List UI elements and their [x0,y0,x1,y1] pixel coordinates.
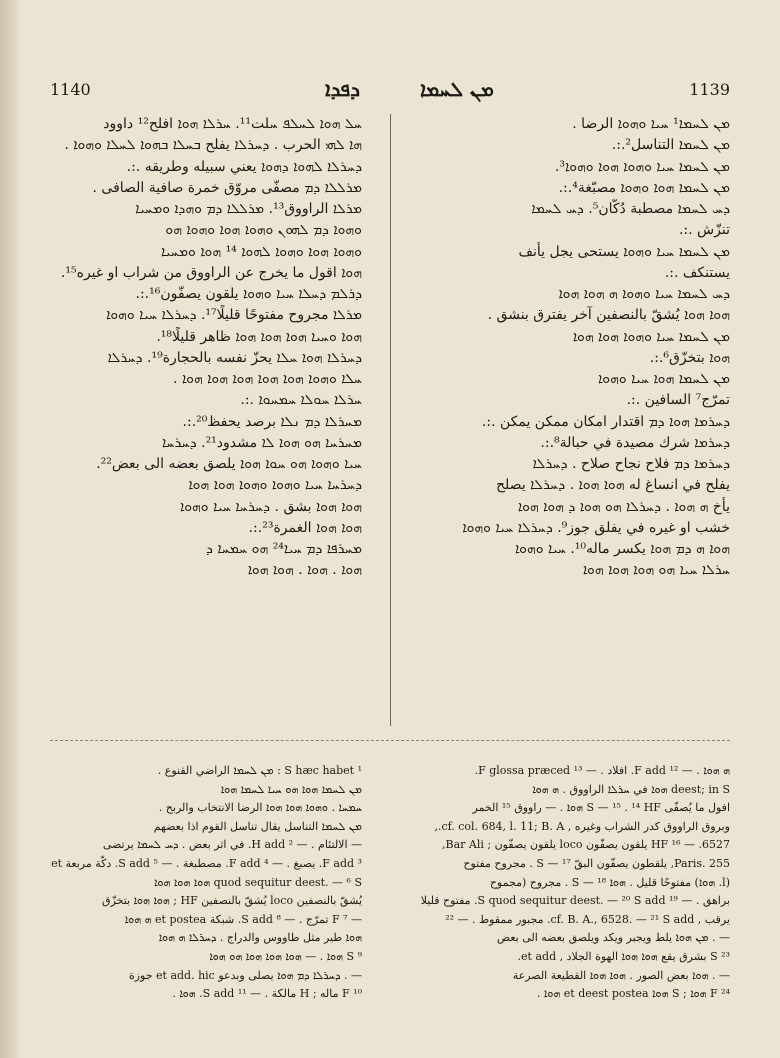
footnote-line: يُشقّ بالنصفين loco يُشقّ بالنصفين HF ; ܗܘܐ ܗܘܐ بتخزّق [102,894,362,908]
text-line: ܚܠ ܗܘܐ ܠܚܠܦ ܚلت¹¹. ܚܪܠܐ ܗܘܐ افلح¹² داوود [103,116,362,132]
text-line: خشب او غيره في يفلق جوز⁹. ܕܚܪܠܐ ܚܝܐ ܘܗܘܐ [462,519,730,536]
text-line: تنزّش .:. [678,222,730,239]
right-running-title: ܡܢ ܠܚܡܐ [420,77,494,101]
footnote-line: ²⁴ F ܗܘܐ ; S ܗܘܐ et deest postea ܗܘܐ . [536,987,730,1001]
text-line: ܗܐ ܠܗܝ الحرب . ܕܚܪܠܐ يفلح ܒܚܠܐ ܒܗܘܐ ܠܚܠܐ ܘܗܘܐ . [64,137,362,154]
text-line: تمرّج⁷ السافين .:. [626,392,730,409]
text-line: ܡܢ ܠܚܡܐ ܗܘܐ ܘܗܘܐ مصبّغة⁴.:. [558,179,730,196]
footnote-line: deest; in S ܗܘܐ في ܚܪܠܐ الراووق . ܗ ܗܘܐ [532,782,730,796]
text-line: ܘܗܘܐ ܕܡ ܠܗܘܢ ܘܗܘܐ ܗܘܐ ܘܗܘܐ ܗܘ [165,222,362,239]
footnote-line: ܗܘܐ طير مثل طاووس والدراج . ܕܚܪܠܐ ܗ ܗܘܐ [158,931,362,945]
footnote-line: ¹ S hæc habet : ܡܢ ܠܚܡܐ الراضي القنوع . [157,764,362,777]
text-line: يفلح في انساغ له ܗܘܐ ܗܘܐ . ܕܚܪܠܐ يصلح [496,477,730,494]
text-line: ܚܝܐ ܘܗܘܐ ܗܘ ܚܘܐ ܗܘܐ يلصق بعضه الى بعض²². [96,456,362,472]
footnote-line: ⁹ S ܗܘܐ . — ܗܘܐ ܗܘܐ ܗܘܐ ܗܘ ܗܘܐ [209,949,362,963]
footnote-line: افول ما يُصفّى S — ¹⁵ . ¹⁴ HF ܗܘܐ . — راووق ¹⁵ الخمر [472,801,730,815]
footnote-line: يرقب , cf. B. A., 6528. — ²¹ S add. مجبور ممقوط . — ²² [445,912,730,926]
text-line: ܕܚܪܠܐ ܗܘܐ ܚܠܐ يحزّ نفسه بالحجارة¹⁹. ܕܚܪܠܐ [107,349,362,366]
footnote-line: ܚܡܚܐ . ܘܗܘܐ ܗܘܐ ܗܘܐ الرضا الانتخاب والربح . [158,801,362,815]
text-line: ܡܚܪܦܐ ܕܡ ܚܝܐ²⁴ ܗܘ ܚܡܚܐ ܕ [206,541,362,557]
text-line: ܡܢ ܠܚܡܐ ܚܝܐ ܘܗܘܐ ܗܘܐ ܗܘܐ [572,328,730,345]
text-line: يأخ ܗ ܗܘܐ . ܕܚܪܠܐ ܗܘ ܗܘܐ ܕ ܗܘܐ ܗܘܐ [517,498,730,515]
footnote-line: 6527. — ¹⁶ HF يلقون يصفّون loco يلقون يصفّون ; Bar Ali, [442,838,730,852]
footnote-line: — . ܕܚܪܠܐ ܕܡ ܗܘܐ يصلى وبدعو et add. hic جوزة [128,968,362,982]
text-line: ܡܪܠܠܐ ܕܡ مصفّى مروّق خمرة صافية الصافى . [92,179,362,196]
footnote-separator [50,740,730,741]
column-divider [390,114,391,726]
text-line: ܡܚܪܠܐ ܕܡ ܢܠܐ برصد يحفظ²⁰.:. [182,413,362,430]
footnote-line: ²³ S بشرق يقع ܗܘܐ ܗܘܐ الهوة الجلاد , et add. [517,949,730,963]
right-text-column [418,114,730,726]
footnote-line: وبروق الراووق كدر الشراب وغيره , cf. col. 684, l. 11; B. A., [434,819,730,833]
text-line: ܡܢ ܠܚܡܐ ܚܝܐ ܘܗܘܐ ܗܘܐ ܘܗܘܐ³. [554,158,730,175]
text-line: يستنكف .:. [664,264,730,281]
footnote-line: quod sequitur deest. — ⁶ S ܗܘܐ ܗܘܐ ܗܘܐ [154,875,362,889]
footnote-line: — ⁷ F تمرّج . — ⁸ S add. شبكة et postea ܗ ܗܘܐ [124,912,362,926]
text-line: ܡܪܠܐ مجروح مفتوحًا قليلًا¹⁷. ܕܚܪܠܐ ܚܝܐ ܘܗܘܐ [106,307,362,324]
text-line: ܕܚ ܠܚܡܐ ܚܝܐ ܘܗܘܐ ܗ ܗܘܐ ܗܘܐ [558,286,730,302]
text-line: ܡܚܪܚܐ ܗܘ ܗܘܐ ܠܐ مشدود²¹. ܕܚܪܚܐ [161,434,362,451]
text-line: ܡܢ ܠܚܡܐ¹ ܚܝܐ ܘܗܘܐ الرضا . [572,116,730,132]
left-footnotes [50,762,362,1052]
footnote-line: ¹⁰ F ماله ; H مالكة . — ¹¹ S add. ܗܘܐ . [172,987,362,1001]
footnote-line: Paris. 255, يلقطون يصفّون البقّ S — ¹⁷ . مجروح مفتوح [463,856,730,870]
footnote-line: ³ F add. يصبغ . — ⁴ F add. مصطبغة . — ⁵ S add. دكّة مربعة et [51,856,362,870]
text-line: ܚܪܠܐ ܚܘܠܐ ܚܡܚܘܐ .:. [240,392,362,409]
text-line: ܗܘܐ ܗܘܐ بشق . ܕܚܪܚܐ ܚܝܐ ܘܗܘܐ [180,498,362,515]
book-gutter-shadow [0,0,22,1058]
text-line: ܡܢ ܠܚܡܐ ܗܘܐ ܚܝܐ ܘܗܘܐ [598,371,730,387]
left-text-column [50,114,362,726]
text-line: ܕܚܪܚܐ ܚܝܐ ܘܗܘܐ ܘܗܘܐ ܗܘܐ ܗܘܐ [188,477,362,494]
text-line: ܗܘܐ ܗܘܐ الغمرة²³.:. [248,519,362,536]
text-line: ܗܘܐ ܗ ܕܡ ܗܘܐ يكسر ماله¹⁰. ܚܝܐ ܘܗܘܐ [514,541,730,557]
text-line: ܕܚ ܠܚܡܐ مصطبة دُكّان⁵. ܕܚ ܠܚܡܐ [531,201,730,217]
text-line: ܕܪܠܡ ܕܚܠܐ ܚܝܐ ܘܗܘܐ يلقون يصفّون¹⁶.:. [135,286,362,302]
text-line: ܗܘܐ . ܗܘܐ . ܗܘܐ ܗܘܐ [247,562,362,579]
text-line: ܕܚܪܡܐ ܗܘܐ ܕܡ اقتدار امكان ممكن يمكن .:. [481,413,730,430]
text-line: ܗܘܐ ܘܚܝܐ ܗܘܐ ܗܘܐ ܗܘܐ ظاهر قليلًا¹⁸. [156,328,362,345]
book-page-spread [50,72,730,1032]
footnote-line: ܡܢ ܠܚܡܐ ܗܘܐ ܗܘ ܚܝܐ ܠܚܡܐ ܗܘܐ [220,782,362,796]
text-line: ܕܚܪܡܐ ܕܡ فلاح نجاح صلاح . ܕܚܪܠܐ [532,456,730,472]
text-line: ܚܪܠܐ ܚܝܐ ܗܘ ܗܘܐ ܗܘܐ ܗܘܐ [582,562,730,579]
right-page-header [420,72,730,106]
text-line: ܕܚܪܠܐ ܠܗܘܐ ܕܗܘܐ يعني سبيله وطريقه .:. [126,158,362,175]
footnote-line: — . ܡܢ ܗܘܐ يلط ويجبر ويكد ويلصق بعضه الى بعض [496,931,730,945]
left-running-title: ܕܦܕܐ [325,77,360,101]
text-line: ܚܠܐ ܘܗܘܐ ܗܘܐ ܗܘܐ ܗܘܐ ܗܘܐ ܗܘܐ . [173,371,362,387]
left-page-number: 1140 [50,79,91,99]
footnote-line: ܡܢ ܠܚܡܐ التناسل يقال تناسل القوم اذا بعضهم [153,819,362,833]
left-page-header [50,72,360,106]
text-line: ܗܘܐ ܗܘܐ يُشقّ بالنصفين آخر يفترق بنشق . [487,307,730,324]
footnote-line: — الالتئام . — ² H add. في اثر بعض . ܕܚ ܠܚܡܐ يرتضى [102,838,362,852]
text-line: ܡܢ ܠܚܡܐ ܚܝܐ ܘܗܘܐ يستحى يجل يأنف [518,243,730,260]
footnote-line: ܗ ܗܘܐ . — ¹² F add. افلاد . — ¹³ F glossa præced. [474,764,730,777]
text-line: ܗܘܐ اقول ما يخرج عن الراووق من شراب او غيره¹⁵. [60,264,362,281]
right-page-number: 1139 [689,79,730,99]
footnote-line: — . ܗܘܐ بعض الصور . ܗܘܐ ܗܘܐ القطيعة الصرعة [512,968,730,982]
footnote-line: براهق . — ¹⁹ S quod sequitur deest. — ²⁰ S add. مفتوح قليلا [420,894,730,908]
text-line: ܡܪܠܐ الراووق¹³. ܡܪܠܠܐ ܕܡ ܘܗܕܐ ܘܡܚܝܐ [135,201,362,217]
text-line: ܘܗܘܐ ܗܘܐ ܘܗܘܐ ܠܗܘܐ ¹⁴ ܗܘܐ ܘܡܚܝܐ [161,243,362,260]
footnote-line: (l. ܗܘܐ) مفتوحًا قليل . ܗܘܐ S — ¹⁸ . مجروح (مجموح [489,875,730,889]
text-line: ܡܢ ܠܚܡܐ التناسل².:. [611,137,730,154]
text-line: ܗܘܐ بتخزّق⁶.:. [649,349,730,366]
right-footnotes [418,762,730,1052]
text-line: ܕܚܪܡܐ شرك مصيدة في حبالة⁸.:. [540,434,730,451]
